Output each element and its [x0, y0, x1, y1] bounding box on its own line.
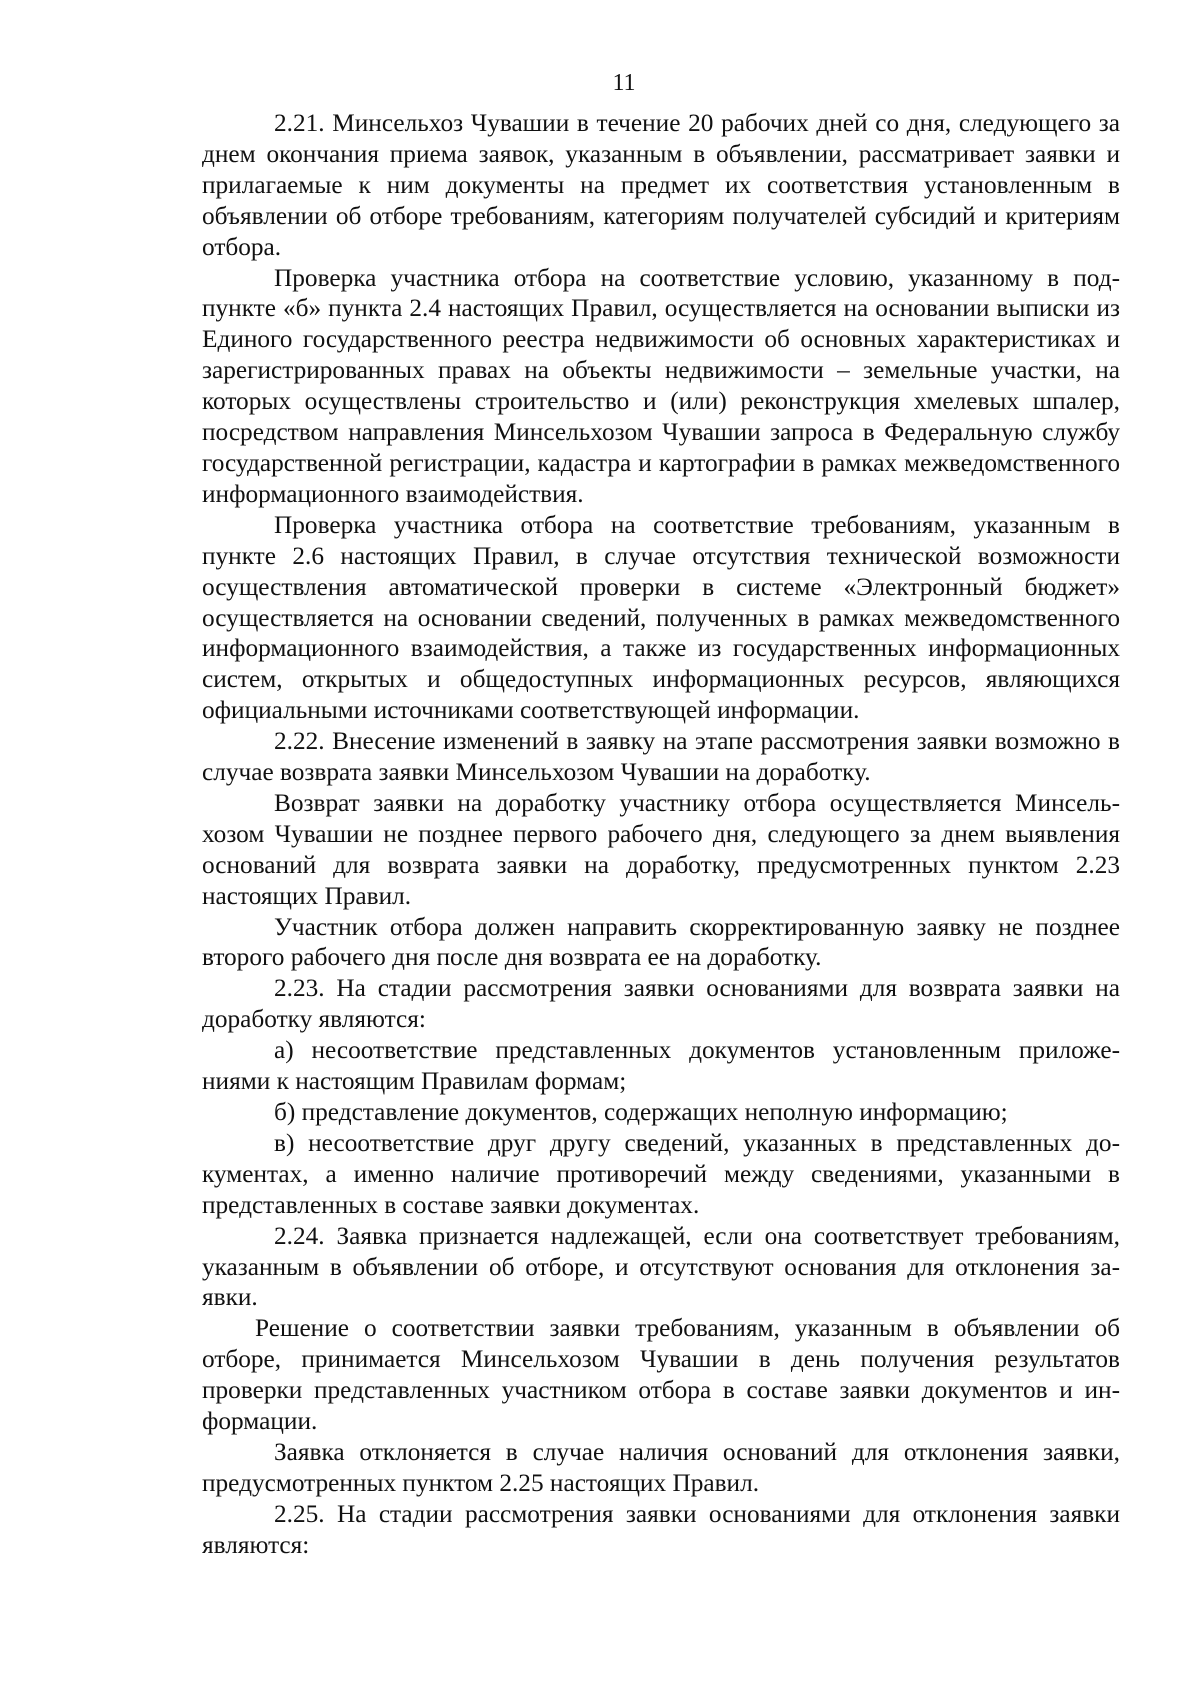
- paragraph-return-application: Возврат заявки на доработку участнику отбора осуществляется Минсельхозом Чувашии не позднее первого рабочего дня, следующего за днем выявления оснований для возврата заявки на доработку, предусмотренных пунктом 2.23 настоящих Правил.: [202, 788, 1120, 910]
- document-body: [202, 108, 1120, 1561]
- paragraph-2-24: 2.24. Заявка признается надлежащей, если она соответствует требованиям, указанным в объявлении об отборе, и отсутствуют основания для отклонения заявки.: [202, 1221, 1120, 1312]
- list-item-a: а) несоответствие представленных документов установленным приложениями к настоящим Правилам формам;: [202, 1036, 1120, 1096]
- page-number: 11: [612, 70, 636, 96]
- paragraph-2-25: 2.25. На стадии рассмотрения заявки основаниями для отклонения заявки являются:: [202, 1499, 1120, 1559]
- paragraph-check-condition: Проверка участника отбора на соответствие условию, указанному в подпункте «б» пункта 2.4 настоящих Правил, осуществляется на основании выписки из Единого государственного реестра недвижимости об основных характеристиках и зарегистрированных правах на объекты недвижимости – земельные участки, на которых осуществлены строительство и (или) реконструкция хмелевых шпалер, посредством направления Минсельхозом Чувашии запроса в Федеральную службу государственной регистрации, кадастра и картографии в рамках межведомственного информационного взаимодействия.: [202, 263, 1120, 508]
- paragraph-2-23: 2.23. На стадии рассмотрения заявки основаниями для возврата заявки на доработку являются:: [202, 974, 1120, 1034]
- paragraph-decision: Решение о соответствии заявки требованиям, указанным в объявлении об отборе, принимается Минсельхозом Чувашии в день получения результатов проверки представленных участником отбора в составе заявки документов и информации.: [202, 1314, 1120, 1436]
- list-item-v: в) несоответствие друг другу сведений, указанных в представленных документах, а именно наличие противоречий между сведениями, указанными в представленных в составе заявки документах.: [202, 1128, 1120, 1219]
- paragraph-check-requirements: Проверка участника отбора на соответствие требованиям, указанным в пункте 2.6 настоящих Правил, в случае отсутствия технической возможности осуществления автоматической проверки в системе «Электронный бюджет» осуществляется на основании сведений, полученных в рамках межведомственного информационного взаимодействия, а также из государственных информационных систем, открытых и общедоступных информационных ресурсов, являющихся официальными источниками соответствующей информации.: [202, 510, 1120, 725]
- paragraph-participant-resubmit: Участник отбора должен направить скорректированную заявку не позднее второго рабочего дня после дня возврата ее на доработку.: [202, 912, 1120, 972]
- paragraph-rejection: Заявка отклоняется в случае наличия оснований для отклонения заявки, предусмотренных пунктом 2.25 настоящих Правил.: [202, 1437, 1120, 1497]
- paragraph-2-21: 2.21. Минсельхоз Чувашии в течение 20 рабочих дней со дня, следующего за днем окончания приема заявок, указанным в объявлении, рассматривает заявки и прилагаемые к ним документы на предмет их соответствия установленным в объявлении об отборе требованиям, категориям получателей субсидий и критериям отбора.: [202, 109, 1120, 261]
- paragraph-2-22: 2.22. Внесение изменений в заявку на этапе рассмотрения заявки возможно в случае возврата заявки Минсельхозом Чувашии на доработку.: [202, 727, 1120, 787]
- list-item-b: б) представление документов, содержащих неполную информацию;: [274, 1098, 1008, 1126]
